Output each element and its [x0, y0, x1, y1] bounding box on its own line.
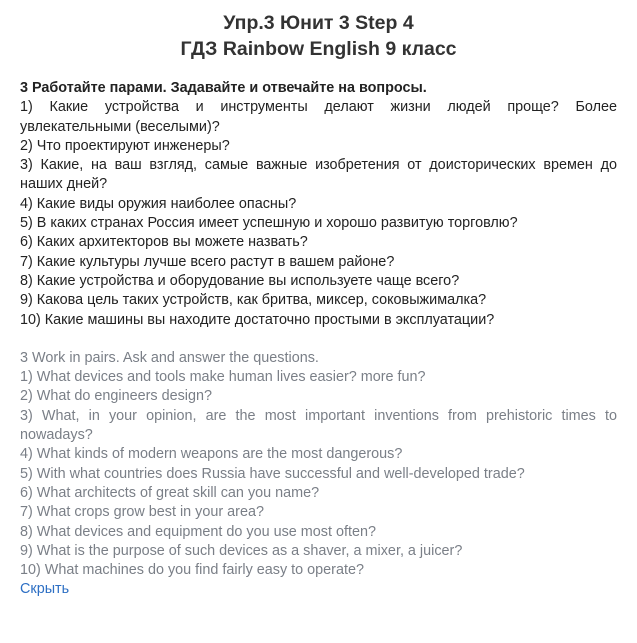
english-item: 5) With what countries does Russia have successful and well-developed trade?	[20, 465, 525, 482]
english-item: 9) What is the purpose of such devices as a shaver, a mixer, a juicer?	[20, 542, 463, 559]
title-block	[20, 10, 617, 62]
english-item: 1) What devices and tools make human lives easier? more fun?	[20, 369, 426, 386]
russian-item: 2) Что проектируют инженеры?	[20, 137, 230, 154]
hide-translation-link[interactable]: Скрыть	[20, 581, 70, 598]
russian-item: 7) Какие культуры лучше всего растут в вашем районе?	[20, 253, 395, 270]
english-item: 3) What, in your opinion, are the most important inventions from prehistoric times to nowadays?	[20, 407, 617, 444]
english-section	[20, 349, 617, 581]
russian-item: 4) Какие виды оружия наиболее опасны?	[20, 195, 297, 212]
russian-item: 1) Какие устройства и инструменты делают жизни людей проще? Более увлекательными (веселыми)?	[20, 99, 617, 135]
english-item: 8) What devices and equipment do you use most often?	[20, 523, 376, 540]
russian-item: 10) Какие машины вы находите достаточно простыми в эксплуатации?	[20, 311, 495, 328]
russian-item: 5) В каких странах Россия имеет успешную и хорошо развитую торговлю?	[20, 215, 518, 232]
english-item: 10) What machines do you find fairly easy to operate?	[20, 562, 364, 579]
russian-section	[20, 79, 617, 330]
english-item: 2) What do engineers design?	[20, 388, 212, 405]
english-heading: 3 Work in pairs. Ask and answer the questions.	[20, 349, 319, 366]
russian-heading: 3 Работайте парами. Задавайте и отвечайте на вопросы.	[20, 80, 427, 96]
russian-item: 8) Какие устройства и оборудование вы используете чаще всего?	[20, 272, 460, 289]
russian-item: 3) Какие, на ваш взгляд, самые важные изобретения от доисторических времен до наших дней?	[20, 157, 617, 193]
russian-item: 9) Какова цель таких устройств, как бритва, миксер, соковыжималка?	[20, 292, 487, 309]
english-item: 7) What crops grow best in your area?	[20, 504, 264, 521]
english-item: 6) What architects of great skill can you name?	[20, 484, 320, 501]
english-item: 4) What kinds of modern weapons are the most dangerous?	[20, 446, 403, 463]
page-subtitle: ГДЗ Rainbow English 9 класс	[180, 38, 457, 60]
page-title: Упр.3 Юнит 3 Step 4	[223, 12, 414, 34]
russian-item: 6) Каких архитекторов вы можете назвать?	[20, 234, 308, 251]
